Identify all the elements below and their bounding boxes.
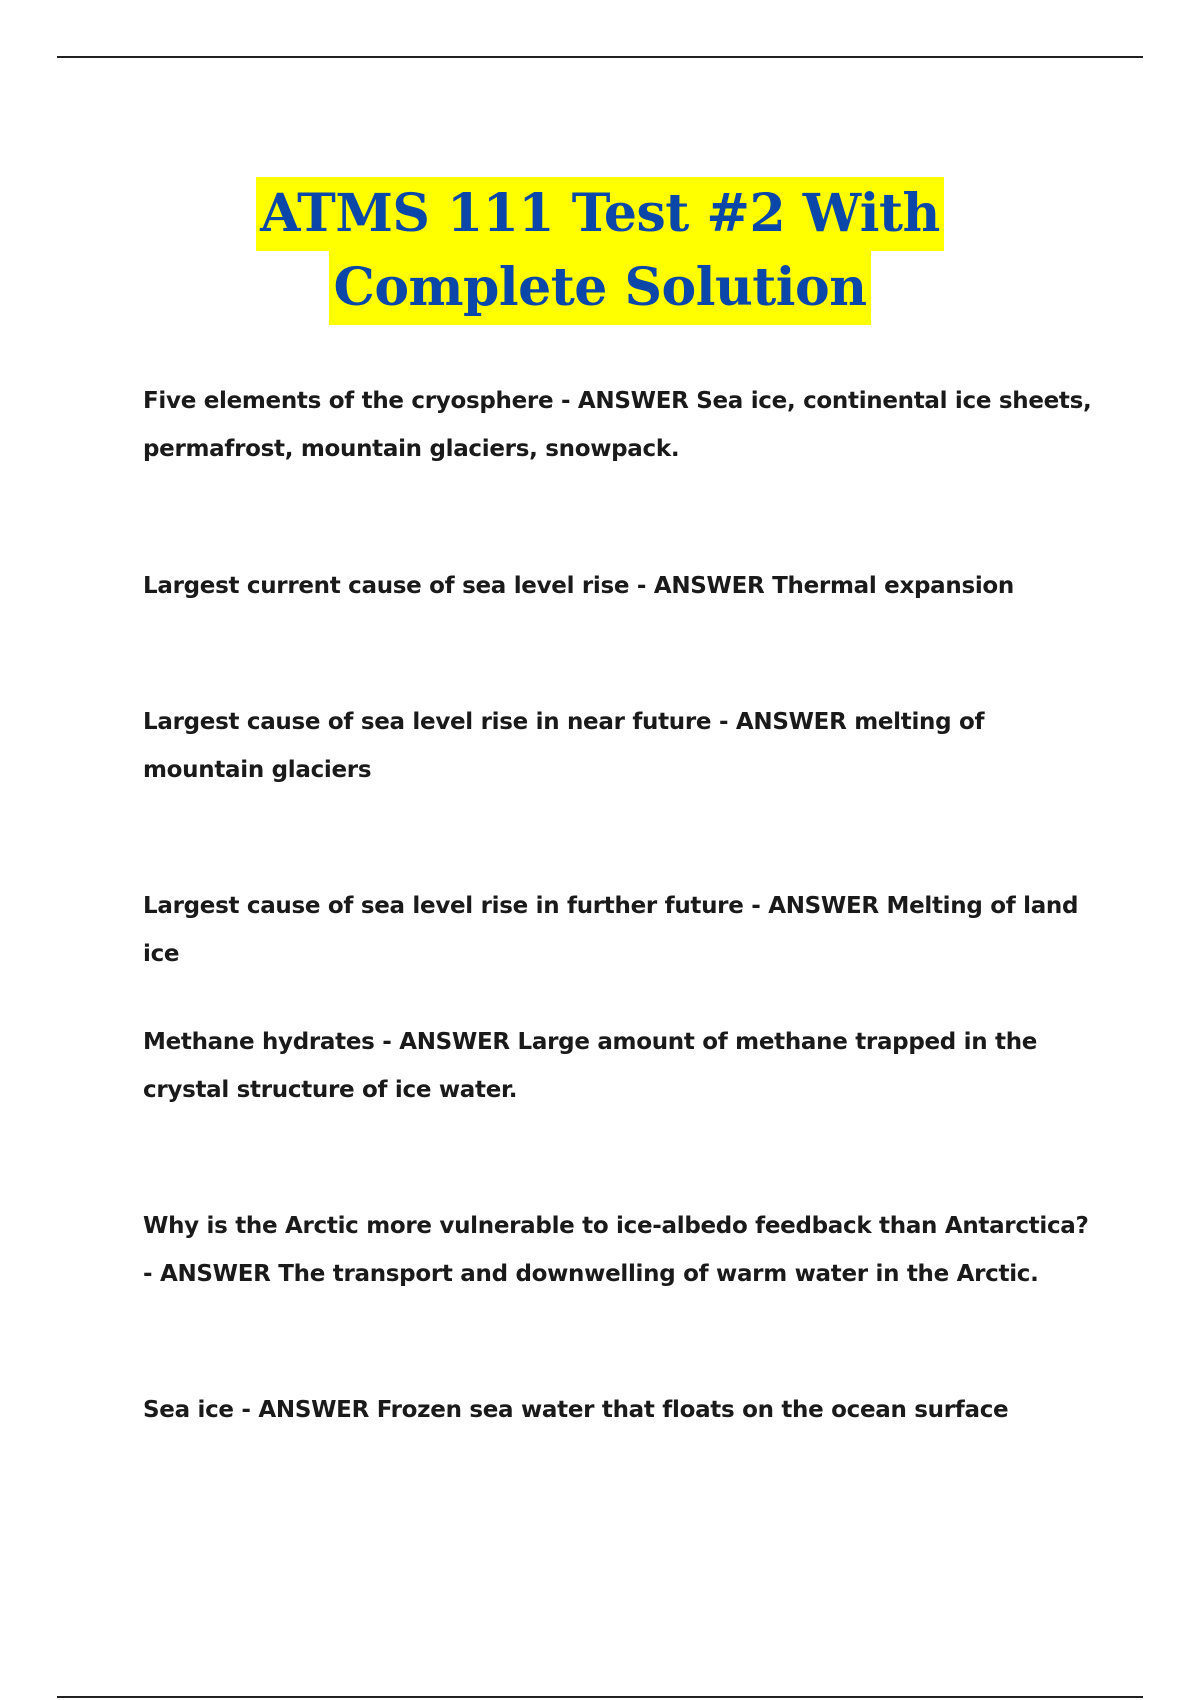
answer-text: Sea ice, continental ice sheets, permafrost, mountain glaciers, snowpack. bbox=[143, 388, 1092, 462]
answer-text: Frozen sea water that floats on the ocean surface bbox=[376, 1397, 1009, 1423]
answer-text: melting of mountain glaciers bbox=[143, 709, 985, 783]
answer-separator: - ANSWER bbox=[233, 1397, 377, 1423]
answer-text: Melting of land ice bbox=[143, 893, 1079, 967]
qa-item bbox=[143, 1018, 1093, 1114]
question-text: Largest current cause of sea level rise bbox=[143, 573, 630, 599]
answer-text: Large amount of methane trapped in the crystal structure of ice water. bbox=[143, 1029, 1038, 1103]
top-rule bbox=[57, 56, 1143, 58]
bottom-rule bbox=[57, 1696, 1143, 1698]
qa-item bbox=[143, 882, 1093, 978]
answer-separator: - ANSWER bbox=[374, 1029, 518, 1055]
answer-separator: - ANSWER bbox=[143, 1261, 279, 1287]
qa-item bbox=[143, 562, 1093, 610]
question-text: Why is the Arctic more vulnerable to ice-albedo feedback than Antarctica? bbox=[143, 1213, 1089, 1239]
answer-separator: - ANSWER bbox=[743, 893, 887, 919]
title-line-1: ATMS 111 Test #2 With bbox=[256, 177, 944, 251]
qa-item bbox=[143, 698, 1093, 794]
question-text: Largest cause of sea level rise in further future bbox=[143, 893, 744, 919]
question-text: Methane hydrates bbox=[143, 1029, 375, 1055]
title-line-2: Complete Solution bbox=[329, 251, 870, 325]
qa-item bbox=[143, 1386, 1093, 1434]
qa-item bbox=[143, 377, 1093, 473]
answer-text: The transport and downwelling of warm water in the Arctic. bbox=[278, 1261, 1039, 1287]
document-title bbox=[0, 177, 1200, 325]
answer-separator: - ANSWER bbox=[553, 388, 697, 414]
answer-separator: - ANSWER bbox=[711, 709, 855, 735]
question-text: Sea ice bbox=[143, 1397, 234, 1423]
question-text: Five elements of the cryosphere bbox=[143, 388, 554, 414]
question-text: Largest cause of sea level rise in near future bbox=[143, 709, 712, 735]
answer-separator: - ANSWER bbox=[629, 573, 773, 599]
answer-text: Thermal expansion bbox=[772, 573, 1014, 599]
qa-item bbox=[143, 1202, 1093, 1298]
